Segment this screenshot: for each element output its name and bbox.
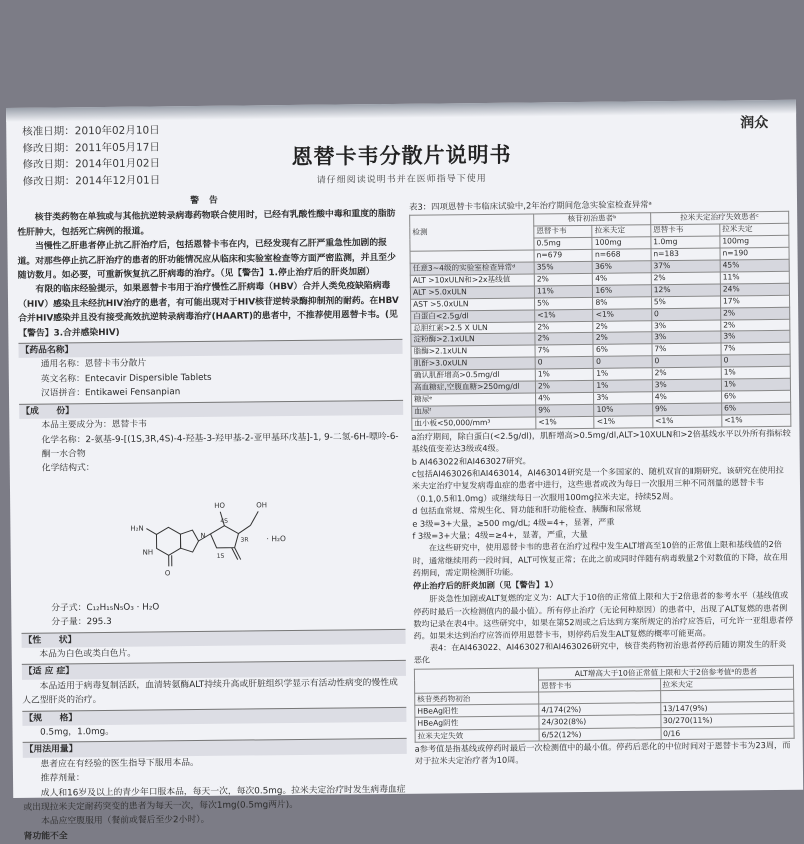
table3-note-f: f 3级=3+大量；4级=≥4+，显著，严重，大量 [412, 526, 792, 542]
common-name: 通用名称：恩替卡韦分散片 [19, 354, 403, 372]
table3-cell: <1% [536, 416, 594, 429]
table3-cell: 4% [652, 391, 721, 404]
warning-paragraph-1: 核苷类药物在单独或与其他抗逆转录病毒药物联合使用时，已经有乳酸性酸中毒和重度的脂肪性肝肿大，包括死亡病例的报道。 [17, 207, 401, 240]
structure-diagram [116, 474, 347, 598]
table4-cell: 6/52(12%) [539, 727, 661, 740]
paper-edge [6, 100, 796, 122]
table3-body [410, 259, 791, 430]
table3-row-label: 总胆红素>2.5 X ULN [411, 322, 535, 335]
table3-col-label: 检测 [410, 214, 534, 251]
table3-cell: 1% [594, 368, 652, 381]
study-paragraph: 在这些研究中，使用恩替卡韦的患者在治疗过程中发生ALT增高至10倍的正常值上限和基线值的2倍时，通常继续用药一段时间，ALT可恢复正常；在此之前或同时伴随有病毒载量2个对数值的下降，故在用药期间，需定期检测肝功能。 [413, 538, 793, 579]
table4-row-label: 拉米夫定失效 [415, 729, 539, 743]
flare-definition-paragraph: 肝炎急性加剧或ALT复燃的定义为：ALT大于10倍的正常值上限和大于2倍患者的参考水平（基线值或停药时最后一次检测值内的最小值）。所有停止治疗（无论何种原因）的患者中，出现了ALT复燃的患者例数均记录在表4中。这些研究中，如果在第52周或之后达到方案所规定的治疗应答后，可允许一亚组患者停药。如果未达到治疗应答而停用恩替卡韦，则停药后发生ALT复燃的概率可能更高。 [413, 589, 793, 642]
table4-row-label: HBeAg阳性 [415, 704, 539, 718]
table3-cell: 1% [721, 378, 790, 391]
table3-note-b: b AI463022和AI463027研究。 [412, 451, 792, 467]
table4-body [415, 702, 794, 743]
approval-date: 核准日期：2010年02月10日 [22, 122, 160, 140]
pinyin-name: 汉语拼音：Entikawei Fensanpian [19, 383, 403, 401]
table3-cell: 3% [652, 320, 721, 333]
table3-cell: <1% [535, 309, 593, 322]
table3-row-label: 血小板<50,000/mm³ [412, 417, 536, 430]
table3-cell: 10% [594, 404, 652, 417]
warning-paragraph-2: 当慢性乙肝患者停止抗乙肝治疗后，包括恩替卡韦在内，已经发现有乙肝严重急性加剧的报道。对那些停止抗乙肝治疗的患者的肝功能情况应从临床和实验室检查等方面严密监测，并且至少随访数月。如必要，可重新恢复抗乙肝病毒的治疗。（见【警告】1.停止治疗后的肝炎加剧） [17, 236, 401, 283]
table3-n: n=183 [651, 248, 720, 261]
table3-cell: 7% [535, 345, 593, 358]
table3-row-label: AST >5.0xULN [411, 298, 535, 311]
table3-cell: <1% [593, 308, 651, 321]
table3-note-d: d 包括血常规、常规生化、肾功能和肝功能检查、胰酶和尿常规 [412, 501, 792, 517]
dosage-text-4: 本品应空腹服用（餐前或餐后至少2小时）。 [23, 811, 407, 829]
table3-dose: 100mg [720, 236, 789, 249]
right-column [409, 197, 795, 768]
section-indications: 【适 应 症】 [22, 660, 406, 679]
table3-cell: 6% [593, 344, 651, 357]
section-drug-name: 【药品名称】 [18, 339, 402, 358]
c4-label: 4S [220, 517, 228, 524]
table3-dose: 1.0mg [651, 236, 720, 249]
table3-cell: 3% [652, 331, 721, 344]
table3-group-naive: 核苷初治患者ᵇ [534, 213, 651, 226]
dosage-text-3: 成人和16岁及以上的青少年口服本品，每天一次，每次0.5mg。拉米夫定治疗时发生病毒血症或出现拉米夫定耐药突变的患者为每天一次，每次1mg(0.5mg两片)。 [23, 782, 407, 815]
table3-cell: 7% [652, 343, 721, 356]
table3-cell: 4% [536, 392, 594, 405]
table3-drug: 拉米夫定 [592, 225, 650, 238]
dosage-text-2: 推荐剂量： [23, 768, 407, 786]
table3-cell: 1% [535, 369, 593, 382]
table3-cell: 8% [593, 297, 651, 310]
molecular-weight: 分子量：295.3 [21, 612, 405, 630]
table3-cell: 2% [535, 333, 593, 346]
table4-cell: 0/16 [661, 726, 795, 740]
table4-corner [414, 668, 538, 694]
table3-cell: 6% [721, 390, 790, 403]
table4-cell: 13/147(9%) [660, 702, 794, 716]
table3-row-label: ALT >5.0xULN [410, 286, 534, 299]
table3-cell: 2% [534, 273, 592, 286]
table3-cell: 12% [651, 284, 720, 297]
table4-header: ALT增高大于10倍正常值上限和大于2倍参考值ᵃ的患者 [538, 665, 793, 680]
table3-cell: 3% [652, 379, 721, 392]
table3-cell: 0 [651, 308, 720, 321]
table3-cell: 11% [534, 285, 592, 298]
table3-cell: 2% [535, 321, 593, 334]
table3-cell: 2% [651, 272, 720, 285]
page-title: 恩替卡韦分散片说明书 [6, 136, 796, 174]
table3-cell: 1% [594, 380, 652, 393]
table3-cell: 2% [652, 367, 721, 380]
table3-cell: 9% [652, 403, 721, 416]
table3-cell: 0 [535, 357, 593, 370]
table3-cell: 3% [594, 392, 652, 405]
table3-cell: 4% [593, 273, 651, 286]
table4-footnote: a参考值是指基线或停药时最后一次检测值中的最小值。停药后恶化的中位时间对于恩替卡韦为23周，而对于拉米夫定治疗者为10周。 [415, 739, 795, 768]
table3-row-label: 高血糖症,空腹血糖>250mg/dl [411, 381, 535, 394]
c3-label: 3R [240, 536, 248, 543]
table3-row-label: 血尿ᶠ [412, 405, 536, 418]
molecular-formula: 分子式：C₁₂H₁₅N₅O₃ · H₂O [21, 598, 405, 616]
table4-cell: 30/270(11%) [660, 714, 794, 728]
table3-cell: <1% [594, 416, 652, 429]
c1-label: 1S [217, 552, 225, 559]
warning-heading: 警告 [17, 192, 401, 210]
table3-note-e: e 3级=3+大量，≥500 mg/dL; 4级=4+，显著，严重 [412, 513, 792, 529]
section-properties: 【性 状】 [21, 628, 405, 647]
table3-cell: 45% [720, 259, 789, 272]
table3-cell: <1% [653, 415, 722, 428]
table3-note-c: c包括AI463026和AI463014，AI463014研究是一个多国家的、随机双盲的Ⅱ期研究。该研究在使用拉米夫定治疗中复发病毒血症的患者中进行，这些患者或改为每日一次服用三种不同剂量的恩替卡韦（0.1,0.5和1.0mg）或继续每日一次服用100mg拉米夫定，持续52周。 [412, 464, 792, 505]
main-ingredient: 本品主要成分为：恩替卡韦 [19, 415, 403, 433]
table3-cell: 0 [652, 355, 721, 368]
table3-group-refractory: 拉米夫定治疗失效患者ᶜ [650, 212, 788, 225]
structure-label: 化学结构式： [20, 458, 404, 476]
dosage-text-1: 患者应在有经验的医生指导下服用本品。 [23, 754, 407, 772]
table4-col: 恩替卡韦 [539, 678, 661, 691]
o-label: O [165, 569, 171, 577]
table3-row-label: 脂酶>2.1xULN [411, 345, 535, 358]
page-subtitle: 请仔细阅读说明书并在医师指导下使用 [7, 168, 797, 189]
table3-cell: 2% [593, 332, 651, 345]
table3-row-label: 糖尿ᵉ [412, 393, 536, 406]
table3-row-label: 任意3~4级的实验室检查异常ᵈ [410, 262, 534, 275]
table3-cell: 1% [721, 366, 790, 379]
table3 [409, 211, 791, 430]
table4-group: 核苷类药物初治 [415, 692, 539, 706]
renal-impairment-heading: 肾功能不全 [24, 826, 408, 844]
properties-text: 本品为白色或类白色片。 [22, 644, 406, 662]
indications-text: 本品适用于病毒复制活跃，血清转氨酶ALT持续升高或肝脏组织学显示有活动性病变的慢性成人乙型肝炎的治疗。 [22, 676, 406, 709]
table3-cell: 9% [536, 404, 594, 417]
revision-date-1: 修改日期：2011年05月17日 [22, 139, 160, 157]
table3-cell: 2% [721, 319, 790, 332]
table3-n: n=190 [720, 247, 789, 260]
table3-cell: 17% [720, 295, 789, 308]
table3-cell: <1% [722, 414, 791, 427]
table4 [414, 664, 795, 742]
revision-date-2: 修改日期：2014年01月02日 [23, 155, 161, 173]
left-column [17, 192, 408, 844]
posttreatment-heading: 停止治疗后的肝炎加剧（见【警告】1） [413, 576, 793, 593]
table3-cell: 35% [534, 261, 592, 274]
table3-cell: 6% [721, 402, 790, 415]
table3-cell: 3% [721, 331, 790, 344]
ho-label: HO [214, 501, 225, 509]
table4-cell: 4/174(2%) [539, 703, 661, 716]
hydrate-label: · H₂O [266, 534, 286, 543]
table3-n: n=679 [534, 249, 592, 262]
table3-cell: 5% [651, 296, 720, 309]
table3-note-a: a治疗期间，除白蛋白(<2.5g/dl)，肌酐增高>0.5mg/dl,ALT>10XULN和>2倍基线水平以外所有指标较基线值变差达3级或4级。 [411, 427, 791, 456]
table3-cell: 2% [720, 307, 789, 320]
revision-date-3: 修改日期：2014年12月01日 [23, 172, 161, 190]
english-name: 英文名称：Entecavir Dispersible Tablets [19, 369, 403, 387]
table3-n: n=668 [592, 249, 650, 262]
table4-cell: 24/302(8%) [539, 715, 661, 728]
table3-row-label: ALT >10xULN和>2x基线值 [410, 274, 534, 287]
table3-row-label: 淀粉酶>2.1xULN [411, 333, 535, 346]
oh-label: OH [256, 501, 267, 509]
table3-row-label: 白蛋白<2.5g/dl [411, 310, 535, 323]
table3-drug: 恩替卡韦 [651, 224, 720, 237]
table3-dose: 100mg [592, 237, 650, 250]
warning-paragraph-3: 有限的临床经验提示，如果恩替卡韦用于治疗慢性乙肝病毒（HBV）合并人类免疫缺陷病毒（HIV）感染且未经抗HIV治疗的患者，有可能出现对于HIV核苷逆转录酶抑制剂的耐药。在HBV合并HIV感染并且没有接受高效抗逆转录病毒治疗(HAART)的患者中，不推荐使用恩替卡韦。(见【警告】3.合并感染HIV) [18, 279, 403, 341]
h2n-label: H₂N [130, 524, 143, 532]
table4-caption: 表4：在AI463022、AI463027和AI463026研究中，核苷类药物初治患者停药后随访期发生的肝炎恶化 [414, 638, 794, 666]
table3-cell: 7% [721, 343, 790, 356]
section-ingredients: 【成 份】 [19, 400, 403, 419]
table3-cell: 2% [535, 380, 593, 393]
n-label: N [200, 532, 205, 540]
table3-drug: 恩替卡韦 [534, 226, 592, 239]
instruction-sheet [6, 100, 803, 798]
table3-dose: 0.5mg [534, 238, 592, 251]
specification-text: 0.5mg，1.0mg。 [22, 722, 406, 740]
table3-cell: 11% [720, 271, 789, 284]
table3-drug: 拉米夫定 [720, 224, 789, 237]
section-dosage: 【用法用量】 [23, 738, 407, 757]
table3-cell: 2% [593, 320, 651, 333]
table3-cell: 16% [593, 285, 651, 298]
nh-label: NH [143, 548, 154, 556]
table3-cell: 5% [535, 297, 593, 310]
table4-row-label: HBeAg阴性 [415, 716, 539, 730]
table3-caption: 表3：四项恩替卡韦临床试验中,2年治疗期间危急实验室检查异常ᵃ [409, 197, 789, 214]
brand-logo: 润众 [740, 112, 768, 132]
chemical-structure [20, 474, 405, 600]
table4-col: 拉米夫定 [660, 677, 794, 691]
chemical-name: 化学名称：2-氨基-9-[(1S,3R,4S)-4-羟基-3-羟甲基-2-亚甲基环戊基]-1, 9-二氢-6H-嘌呤-6-酮一水合物 [19, 429, 403, 462]
table3-row-label: 肌酐>3.0xULN [411, 357, 535, 370]
section-specification: 【规 格】 [22, 706, 406, 725]
table3-cell: 24% [720, 283, 789, 296]
table3-cell: 0 [594, 356, 652, 369]
table3-cell: 37% [651, 260, 720, 273]
table3-cell: 36% [593, 261, 651, 274]
table3-row-label: 确认肌酐增高>0.5mg/dl [411, 369, 535, 382]
table3-cell: 0 [721, 355, 790, 368]
